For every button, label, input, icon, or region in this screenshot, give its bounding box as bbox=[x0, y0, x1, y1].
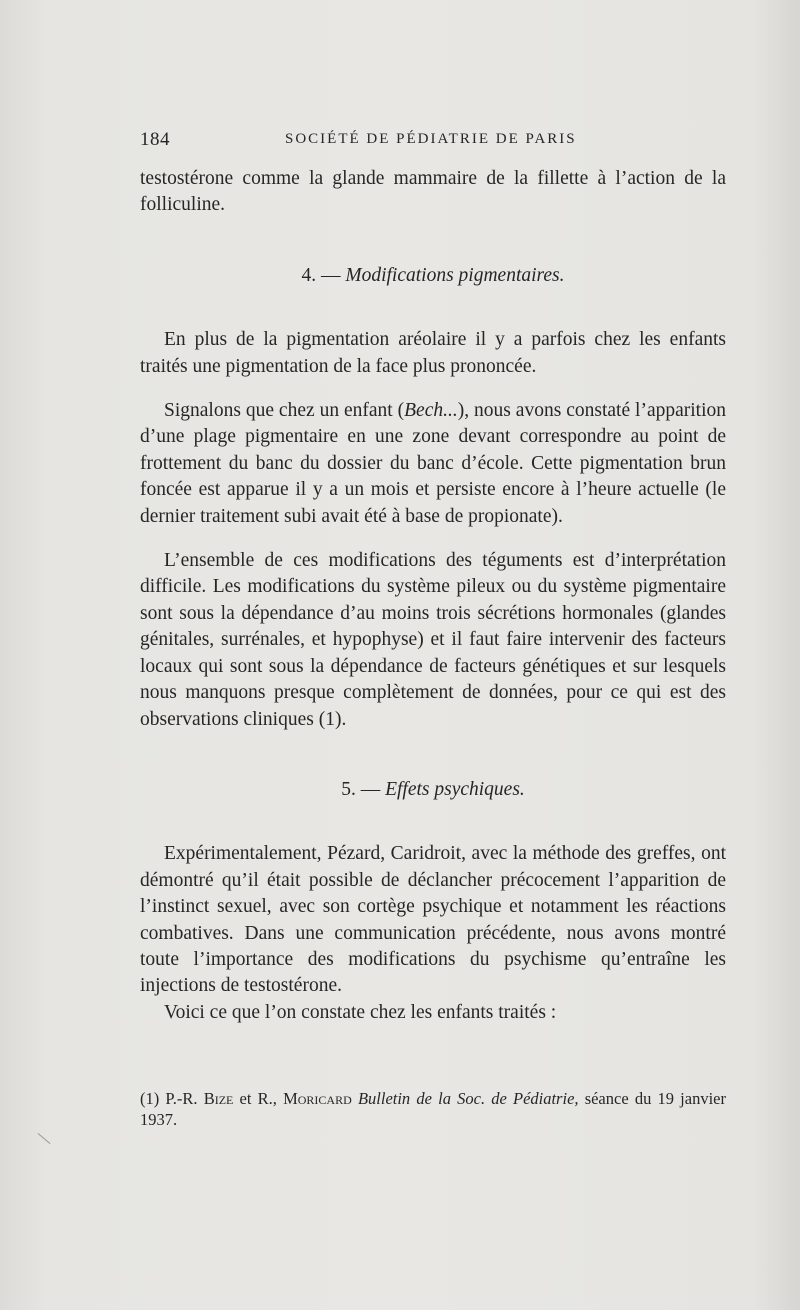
section-heading-4 bbox=[140, 263, 726, 289]
section-number: 5. — bbox=[341, 778, 386, 800]
footnote-text: et R., bbox=[233, 1089, 284, 1108]
footnote-marker: (1) P.-R. bbox=[140, 1089, 204, 1108]
footnote-author: Moricard bbox=[283, 1089, 352, 1108]
section-number: 4. — bbox=[301, 264, 346, 286]
page-header bbox=[140, 129, 725, 153]
text-run: ), nous avons constaté l’apparition d’une plage pigmentaire en une zone devant correspondre au point de frottement du banc du dossier du banc d’école. Cette pigmentation brun foncée est apparue il y a un mois et persiste encore à l’heure actuelle (le dernier traitement subi avait été à base de propionate). bbox=[140, 400, 727, 527]
footnote-author: Bize bbox=[203, 1089, 234, 1108]
paragraph-pigmentation: En plus de la pigmentation aréolaire il y a parfois chez les enfants traités une pigmentation de la face plus prononcée. bbox=[140, 329, 726, 377]
footnote-text: séance du 19 janvier 1937. bbox=[140, 1089, 726, 1129]
section-heading-5 bbox=[140, 777, 726, 803]
patient-name: Bech... bbox=[404, 400, 458, 422]
text-run: Signalons que chez un enfant ( bbox=[164, 400, 405, 422]
body-text bbox=[140, 166, 726, 1026]
continuation-paragraph: testostérone comme la glande mammaire de la fillette à l’action de la folliculine. bbox=[140, 168, 726, 216]
section-title: Modifications pigmentaires. bbox=[345, 264, 565, 286]
footnote-journal: Bulletin de la Soc. de Pédiatrie, bbox=[351, 1089, 579, 1108]
section-title: Effets psychiques. bbox=[385, 778, 525, 800]
paragraph-interpretation: L’ensemble de ces modifications des téguments est d’interprétation difficile. Les modifications du système pileux ou du système pigmentaire sont sous la dépendance d’au moins trois sécrétions hormonales (glandes génitales, surrénales, et hypophyse) et il faut faire intervenir des facteurs locaux qui sont sous la dépendance de facteurs génétiques et sur lesquels nous manquons presque complètement de données, pour ce qui est des observations cliniques (1). bbox=[140, 550, 726, 730]
running-title: SOCIÉTÉ DE PÉDIATRIE DE PARIS bbox=[285, 131, 577, 147]
paragraph-experiments: Expérimentalement, Pézard, Caridroit, avec la méthode des greffes, ont démontré qu’il était possible de déclancher précocement l’apparition de l’instinct sexuel, avec son cortège psychique et notamment les réactions combatives. Dans une communication précédente, nous avons montré toute l’importance des modifications du psychisme qu’entraîne les injections de testostérone. bbox=[140, 843, 726, 997]
margin-mark bbox=[38, 1133, 51, 1144]
footnote bbox=[140, 1088, 726, 1130]
page-number: 184 bbox=[140, 129, 170, 150]
paragraph-observation bbox=[140, 398, 726, 530]
paragraph-observations-intro: Voici ce que l’on constate chez les enfants traités : bbox=[164, 1001, 557, 1023]
